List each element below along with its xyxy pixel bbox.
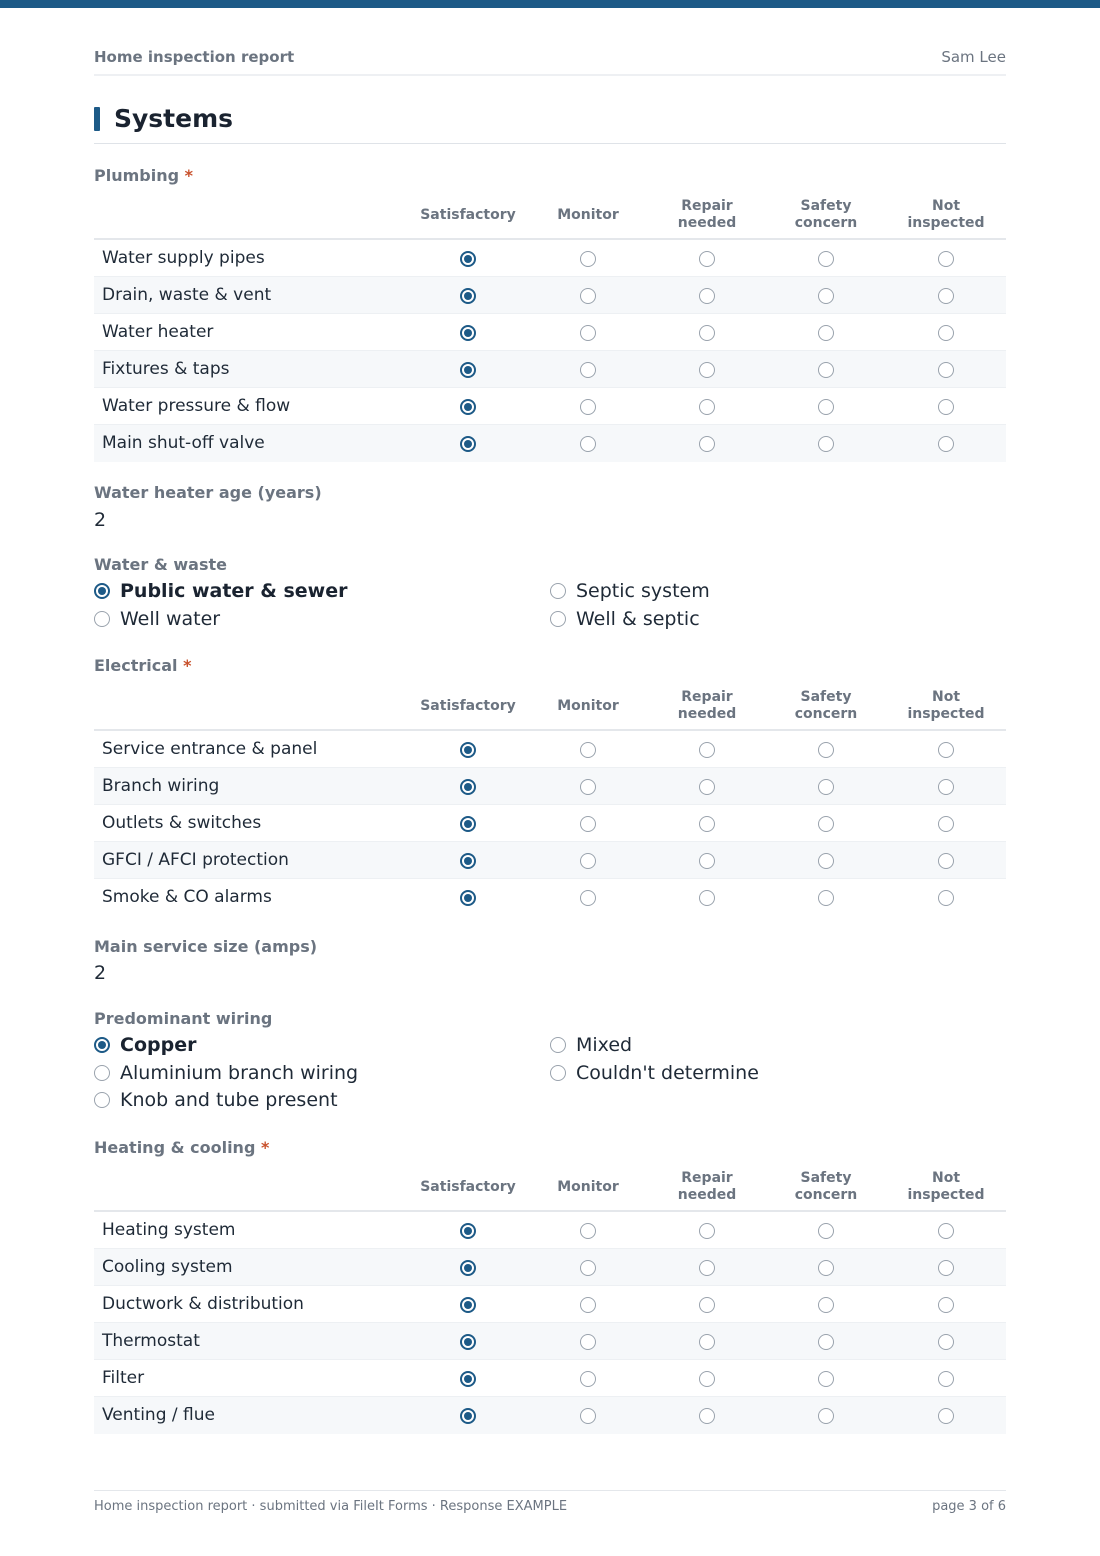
- radio-safety-concern[interactable]: [818, 399, 834, 415]
- radio-button[interactable]: [550, 1037, 566, 1053]
- rating-cell: [886, 351, 1006, 388]
- row-label: Venting / flue: [102, 1405, 215, 1425]
- radio-not-inspected[interactable]: [938, 1371, 954, 1387]
- radio-safety-concern[interactable]: [818, 436, 834, 452]
- column-header-not-inspected: Not inspected: [907, 1170, 985, 1203]
- radio-monitor[interactable]: [580, 1334, 596, 1350]
- radio-button[interactable]: [550, 583, 566, 599]
- rating-cell: [648, 1397, 766, 1434]
- radio-monitor[interactable]: [580, 399, 596, 415]
- radio-monitor[interactable]: [580, 362, 596, 378]
- top-accent-bar: [0, 0, 1100, 8]
- rating-cell: [766, 768, 886, 805]
- rating-cell: [766, 805, 886, 842]
- radio-repair-needed[interactable]: [699, 288, 715, 304]
- radio-safety-concern[interactable]: [818, 853, 834, 869]
- option-label: Septic system: [576, 580, 710, 602]
- rating-cell: [408, 240, 528, 277]
- radio-button[interactable]: [94, 1092, 110, 1108]
- grid-row-fixtures-taps: [94, 351, 1006, 388]
- rating-cell: [766, 1249, 886, 1286]
- grid-row-smoke-co-alarms: [94, 879, 1006, 916]
- grid-row-branch-wiring: [94, 768, 1006, 805]
- radio-safety-concern[interactable]: [818, 779, 834, 795]
- radio-not-inspected[interactable]: [938, 325, 954, 341]
- rating-cell: [766, 314, 886, 351]
- column-header-satisfactory: Satisfactory: [420, 1178, 516, 1195]
- grid-row-venting-flue: [94, 1397, 1006, 1434]
- rating-cell: [766, 388, 886, 425]
- radio-button[interactable]: [94, 1065, 110, 1081]
- rating-cell: [408, 879, 528, 916]
- rating-cell: [528, 240, 648, 277]
- plumbing-label-text: Plumbing: [94, 166, 180, 185]
- radio-satisfactory[interactable]: [460, 436, 476, 452]
- radio-satisfactory[interactable]: [460, 1334, 476, 1350]
- option-label: Well & septic: [576, 607, 700, 630]
- rating-cell: [648, 240, 766, 277]
- rating-cell: [528, 879, 648, 916]
- column-header-not-inspected: Not inspected: [907, 198, 985, 231]
- rating-cell: [886, 1397, 1006, 1434]
- rating-cell: [648, 805, 766, 842]
- column-header-monitor: Monitor: [557, 1178, 619, 1195]
- rating-cell: [408, 1212, 528, 1249]
- rating-cell: [648, 1360, 766, 1397]
- option-knob-and-tube-present[interactable]: [94, 1089, 338, 1111]
- rating-cell: [766, 842, 886, 879]
- rating-cell: [648, 425, 766, 462]
- radio-not-inspected[interactable]: [938, 779, 954, 795]
- row-label: Cooling system: [102, 1257, 233, 1277]
- rating-cell: [886, 1360, 1006, 1397]
- column-header-monitor: Monitor: [557, 697, 619, 714]
- radio-safety-concern[interactable]: [818, 362, 834, 378]
- option-label: Couldn't determine: [576, 1061, 759, 1084]
- option-aluminium-branch-wiring[interactable]: [94, 1062, 358, 1084]
- rating-cell: [648, 879, 766, 916]
- column-header-safety-concern: Safety concern: [794, 1170, 858, 1203]
- radio-monitor[interactable]: [580, 853, 596, 869]
- option-label: Aluminium branch wiring: [120, 1061, 359, 1084]
- rating-cell: [886, 277, 1006, 314]
- column-header-safety-concern: Safety concern: [794, 198, 858, 231]
- radio-safety-concern[interactable]: [818, 325, 834, 341]
- radio-satisfactory[interactable]: [460, 251, 476, 267]
- rating-cell: [886, 1323, 1006, 1360]
- radio-repair-needed[interactable]: [699, 1334, 715, 1350]
- rating-cell: [408, 731, 528, 768]
- main-service-size-label: Main service size (amps): [94, 937, 318, 956]
- radio-monitor[interactable]: [580, 816, 596, 832]
- predominant-wiring-label: Predominant wiring: [94, 1009, 273, 1028]
- column-header-satisfactory: Satisfactory: [420, 206, 516, 223]
- radio-not-inspected[interactable]: [938, 1223, 954, 1239]
- grid-row-gfci-afci-protection: [94, 842, 1006, 879]
- option-couldn-t-determine[interactable]: [550, 1062, 759, 1084]
- water-heater-age-label: Water heater age (years): [94, 483, 322, 502]
- radio-monitor[interactable]: [580, 1371, 596, 1387]
- radio-not-inspected[interactable]: [938, 816, 954, 832]
- radio-repair-needed[interactable]: [699, 742, 715, 758]
- rating-cell: [528, 351, 648, 388]
- grid-header: [94, 192, 1006, 240]
- radio-repair-needed[interactable]: [699, 436, 715, 452]
- row-label: Branch wiring: [102, 776, 220, 796]
- rating-cell: [648, 277, 766, 314]
- radio-monitor[interactable]: [580, 1223, 596, 1239]
- row-label: Main shut-off valve: [102, 433, 265, 453]
- rating-cell: [648, 1323, 766, 1360]
- column-header-repair-needed: Repair needed: [677, 1170, 737, 1203]
- radio-not-inspected[interactable]: [938, 436, 954, 452]
- radio-not-inspected[interactable]: [938, 890, 954, 906]
- radio-satisfactory[interactable]: [460, 362, 476, 378]
- radio-repair-needed[interactable]: [699, 1260, 715, 1276]
- required-mark: *: [183, 656, 192, 675]
- radio-monitor[interactable]: [580, 779, 596, 795]
- rating-cell: [408, 1360, 528, 1397]
- rating-cell: [766, 1286, 886, 1323]
- radio-safety-concern[interactable]: [818, 1297, 834, 1313]
- radio-not-inspected[interactable]: [938, 1260, 954, 1276]
- document-title: Home inspection report: [94, 48, 295, 66]
- rating-cell: [886, 1249, 1006, 1286]
- page-header: [94, 48, 1006, 76]
- column-header-satisfactory: Satisfactory: [420, 697, 516, 714]
- rating-cell: [886, 240, 1006, 277]
- row-label: Water supply pipes: [102, 248, 265, 268]
- radio-button[interactable]: [550, 1065, 566, 1081]
- radio-satisfactory[interactable]: [460, 1260, 476, 1276]
- electrical-label: [94, 656, 192, 675]
- radio-not-inspected[interactable]: [938, 1334, 954, 1350]
- radio-monitor[interactable]: [580, 1297, 596, 1313]
- rating-cell: [528, 388, 648, 425]
- option-well-water[interactable]: [94, 608, 220, 630]
- footer-left-text: Home inspection report · submitted via FileIt Forms · Response EXAMPLE: [94, 1499, 568, 1514]
- row-label: GFCI / AFCI protection: [102, 850, 289, 870]
- rating-cell: [408, 1286, 528, 1323]
- rating-cell: [886, 879, 1006, 916]
- rating-cell: [528, 1397, 648, 1434]
- radio-monitor[interactable]: [580, 288, 596, 304]
- grid-header: [94, 683, 1006, 731]
- rating-cell: [408, 314, 528, 351]
- rating-cell: [528, 1360, 648, 1397]
- row-label: Water heater: [102, 322, 214, 342]
- radio-not-inspected[interactable]: [938, 288, 954, 304]
- radio-satisfactory[interactable]: [460, 399, 476, 415]
- radio-repair-needed[interactable]: [699, 325, 715, 341]
- radio-satisfactory[interactable]: [460, 853, 476, 869]
- radio-safety-concern[interactable]: [818, 1223, 834, 1239]
- option-label: Knob and tube present: [120, 1089, 338, 1111]
- rating-cell: [408, 351, 528, 388]
- page-footer: [94, 1490, 1006, 1520]
- rating-cell: [648, 351, 766, 388]
- row-label: Smoke & CO alarms: [102, 887, 272, 907]
- radio-satisfactory[interactable]: [460, 742, 476, 758]
- grid-row-drain-waste-vent: [94, 277, 1006, 314]
- option-label: Copper: [120, 1034, 197, 1056]
- rating-cell: [886, 1286, 1006, 1323]
- rating-cell: [886, 388, 1006, 425]
- radio-not-inspected[interactable]: [938, 1408, 954, 1424]
- rating-cell: [648, 314, 766, 351]
- row-label: Water pressure & flow: [102, 396, 291, 416]
- radio-monitor[interactable]: [580, 742, 596, 758]
- rating-cell: [408, 768, 528, 805]
- radio-monitor[interactable]: [580, 436, 596, 452]
- heating-cooling-label: [94, 1138, 269, 1157]
- radio-monitor[interactable]: [580, 325, 596, 341]
- radio-not-inspected[interactable]: [938, 399, 954, 415]
- radio-button[interactable]: [550, 611, 566, 627]
- radio-button[interactable]: [94, 1037, 110, 1053]
- grid-row-main-shut-off-valve: [94, 425, 1006, 462]
- rating-cell: [766, 879, 886, 916]
- radio-safety-concern[interactable]: [818, 1408, 834, 1424]
- radio-monitor[interactable]: [580, 1408, 596, 1424]
- heating-cooling-grid: [94, 1164, 1006, 1434]
- rating-cell: [648, 1286, 766, 1323]
- rating-cell: [648, 731, 766, 768]
- rating-cell: [886, 768, 1006, 805]
- rating-cell: [528, 425, 648, 462]
- radio-repair-needed[interactable]: [699, 816, 715, 832]
- radio-safety-concern[interactable]: [818, 742, 834, 758]
- row-label: Ductwork & distribution: [102, 1294, 304, 1314]
- rating-cell: [528, 842, 648, 879]
- radio-not-inspected[interactable]: [938, 362, 954, 378]
- section-accent-bar: [94, 107, 100, 131]
- main-service-size-value: 2: [94, 962, 107, 984]
- rating-cell: [408, 805, 528, 842]
- plumbing-grid: [94, 192, 1006, 462]
- radio-satisfactory[interactable]: [460, 816, 476, 832]
- rating-cell: [886, 314, 1006, 351]
- radio-repair-needed[interactable]: [699, 890, 715, 906]
- radio-safety-concern[interactable]: [818, 288, 834, 304]
- option-mixed[interactable]: [550, 1034, 632, 1056]
- option-label: Well water: [120, 607, 221, 630]
- radio-satisfactory[interactable]: [460, 1223, 476, 1239]
- radio-repair-needed[interactable]: [699, 1223, 715, 1239]
- grid-row-water-supply-pipes: [94, 240, 1006, 277]
- option-label: Public water & sewer: [120, 580, 348, 602]
- rating-cell: [648, 1249, 766, 1286]
- rating-cell: [528, 1286, 648, 1323]
- column-header-repair-needed: Repair needed: [677, 198, 737, 231]
- radio-safety-concern[interactable]: [818, 251, 834, 267]
- option-well-septic[interactable]: [550, 608, 700, 630]
- grid-row-filter: [94, 1360, 1006, 1397]
- radio-monitor[interactable]: [580, 1260, 596, 1276]
- radio-monitor[interactable]: [580, 251, 596, 267]
- rating-cell: [766, 277, 886, 314]
- grid-header: [94, 1164, 1006, 1212]
- required-mark: *: [260, 1138, 270, 1157]
- rating-cell: [528, 1249, 648, 1286]
- water-heater-age-value: 2: [94, 509, 107, 531]
- radio-satisfactory[interactable]: [460, 325, 476, 341]
- radio-monitor[interactable]: [580, 890, 596, 906]
- electrical-grid: [94, 683, 1006, 916]
- rating-cell: [648, 842, 766, 879]
- column-header-safety-concern: Safety concern: [794, 689, 858, 722]
- radio-not-inspected[interactable]: [938, 853, 954, 869]
- rating-cell: [886, 425, 1006, 462]
- radio-satisfactory[interactable]: [460, 288, 476, 304]
- grid-row-water-heater: [94, 314, 1006, 351]
- rating-cell: [528, 1323, 648, 1360]
- radio-safety-concern[interactable]: [818, 890, 834, 906]
- radio-satisfactory[interactable]: [460, 1408, 476, 1424]
- rating-cell: [886, 842, 1006, 879]
- rating-cell: [528, 768, 648, 805]
- grid-row-service-entrance-panel: [94, 731, 1006, 768]
- required-mark: *: [184, 166, 194, 185]
- row-label: Drain, waste & vent: [102, 285, 272, 305]
- water-waste-label: Water & waste: [94, 555, 227, 574]
- radio-repair-needed[interactable]: [699, 399, 715, 415]
- rating-cell: [408, 277, 528, 314]
- radio-satisfactory[interactable]: [460, 779, 476, 795]
- rating-cell: [648, 388, 766, 425]
- rating-cell: [648, 768, 766, 805]
- section-title: Systems: [114, 104, 234, 133]
- radio-button[interactable]: [94, 611, 110, 627]
- column-header-repair-needed: Repair needed: [677, 689, 737, 722]
- radio-repair-needed[interactable]: [699, 1408, 715, 1424]
- grid-row-cooling-system: [94, 1249, 1006, 1286]
- radio-satisfactory[interactable]: [460, 890, 476, 906]
- row-label: Fixtures & taps: [102, 359, 230, 379]
- rating-cell: [408, 842, 528, 879]
- rating-cell: [766, 1212, 886, 1249]
- heating-cooling-label-text: Heating & cooling: [94, 1138, 256, 1157]
- option-label: Mixed: [576, 1034, 633, 1056]
- row-label: Thermostat: [102, 1331, 200, 1351]
- rating-cell: [408, 388, 528, 425]
- radio-button[interactable]: [94, 583, 110, 599]
- radio-safety-concern[interactable]: [818, 1334, 834, 1350]
- grid-row-thermostat: [94, 1323, 1006, 1360]
- rating-cell: [766, 240, 886, 277]
- rating-cell: [528, 805, 648, 842]
- row-label: Heating system: [102, 1220, 236, 1240]
- rating-cell: [766, 731, 886, 768]
- section-header: [94, 104, 1006, 144]
- plumbing-label: [94, 166, 193, 185]
- rating-cell: [886, 731, 1006, 768]
- grid-row-outlets-switches: [94, 805, 1006, 842]
- rating-cell: [766, 351, 886, 388]
- radio-satisfactory[interactable]: [460, 1297, 476, 1313]
- row-label: Filter: [102, 1368, 145, 1388]
- column-header-not-inspected: Not inspected: [907, 689, 985, 722]
- author-name: Sam Lee: [941, 48, 1006, 66]
- rating-cell: [528, 277, 648, 314]
- row-label: Service entrance & panel: [102, 739, 318, 759]
- option-public-water-sewer[interactable]: [94, 580, 347, 602]
- radio-repair-needed[interactable]: [699, 251, 715, 267]
- grid-row-water-pressure-flow: [94, 388, 1006, 425]
- rating-cell: [408, 1323, 528, 1360]
- rating-cell: [408, 1397, 528, 1434]
- radio-safety-concern[interactable]: [818, 1371, 834, 1387]
- radio-safety-concern[interactable]: [818, 816, 834, 832]
- rating-cell: [648, 1212, 766, 1249]
- grid-row-heating-system: [94, 1212, 1006, 1249]
- rating-cell: [766, 425, 886, 462]
- rating-cell: [528, 1212, 648, 1249]
- radio-repair-needed[interactable]: [699, 779, 715, 795]
- radio-satisfactory[interactable]: [460, 1371, 476, 1387]
- radio-repair-needed[interactable]: [699, 362, 715, 378]
- electrical-label-text: Electrical: [94, 656, 178, 675]
- rating-cell: [766, 1323, 886, 1360]
- rating-cell: [408, 425, 528, 462]
- radio-repair-needed[interactable]: [699, 853, 715, 869]
- row-label: Outlets & switches: [102, 813, 262, 833]
- radio-not-inspected[interactable]: [938, 1297, 954, 1313]
- radio-not-inspected[interactable]: [938, 742, 954, 758]
- radio-repair-needed[interactable]: [699, 1297, 715, 1313]
- grid-row-ductwork-distribution: [94, 1286, 1006, 1323]
- radio-not-inspected[interactable]: [938, 251, 954, 267]
- rating-cell: [528, 731, 648, 768]
- rating-cell: [886, 1212, 1006, 1249]
- rating-cell: [528, 314, 648, 351]
- radio-repair-needed[interactable]: [699, 1371, 715, 1387]
- page-number: page 3 of 6: [932, 1499, 1006, 1514]
- rating-cell: [886, 805, 1006, 842]
- rating-cell: [766, 1397, 886, 1434]
- column-header-monitor: Monitor: [557, 206, 619, 223]
- option-septic-system[interactable]: [550, 580, 710, 602]
- rating-cell: [766, 1360, 886, 1397]
- option-copper[interactable]: [94, 1034, 196, 1056]
- radio-safety-concern[interactable]: [818, 1260, 834, 1276]
- rating-cell: [408, 1249, 528, 1286]
